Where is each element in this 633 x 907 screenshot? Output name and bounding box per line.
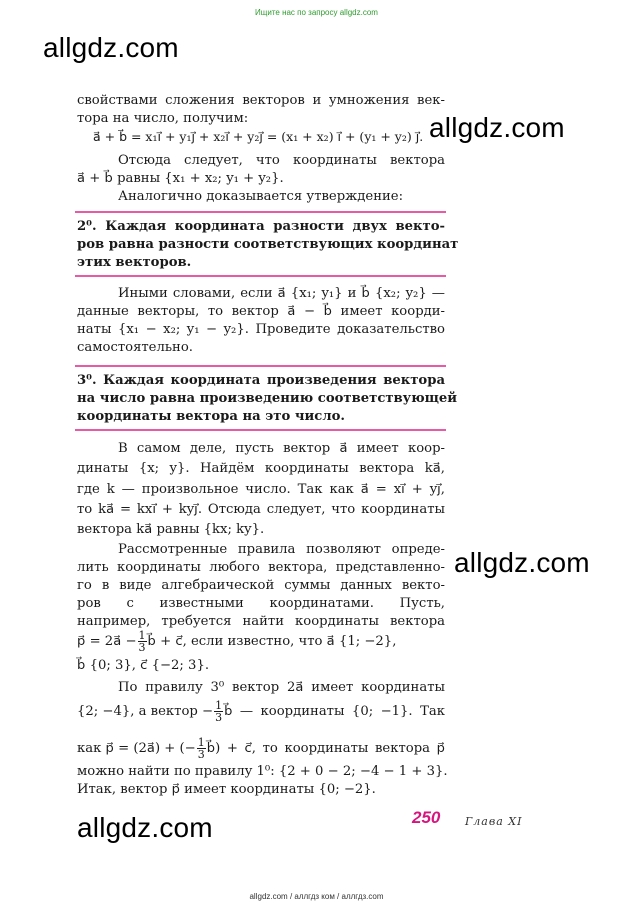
chapter-label: Глава XI bbox=[465, 815, 523, 828]
formula-sum: a⃗ + b⃗ = x₁i⃗ + y₁j⃗ + x₂i⃗ + y₂j⃗ = (x₁ + x₂) i⃗ + (y₁ + y₂) j⃗. bbox=[93, 129, 424, 144]
text-line: По правилу 3⁰ вектор 2a⃗ имеет координаты bbox=[118, 680, 445, 695]
text-line: Рассмотренные правила позволяют опреде- bbox=[118, 542, 445, 557]
fraction-one-third: $\frac{1}{3}$ bbox=[197, 736, 205, 761]
rule-divider bbox=[75, 275, 446, 277]
rule2-statement: ров равна разности соответствующих координат bbox=[77, 237, 459, 252]
text-line: Иными словами, если a⃗ {x₁; y₁} и b⃗ {x₂; y₂} — bbox=[118, 286, 445, 301]
text-line: самостоятельно. bbox=[77, 340, 193, 355]
text-line: b⃗ {0; 3}, c⃗ {−2; 3}. bbox=[77, 658, 210, 673]
formula-part: как p⃗ = (2a⃗) + (− bbox=[77, 740, 196, 756]
text-line: то ka⃗ = kxi⃗ + kyj⃗. Отсюда следует, что координаты bbox=[77, 502, 445, 517]
watermark-mid-right: allgdz.com bbox=[454, 547, 590, 578]
formula-part: p⃗ = 2a⃗ − bbox=[77, 633, 137, 649]
rule3-statement: на число равна произведению соответствующей bbox=[77, 391, 458, 406]
text-line: ров с известными координатами. Пусть, bbox=[77, 596, 445, 611]
formula-part: {2; −4}, а вектор − bbox=[77, 703, 214, 719]
watermark-bottom-left: allgdz.com bbox=[77, 812, 213, 843]
text-line: В самом деле, пусть вектор a⃗ имеет коор- bbox=[118, 441, 445, 456]
text-line: например, требуется найти координаты вектора bbox=[77, 614, 445, 629]
rule-divider bbox=[75, 429, 446, 431]
text-line: го в виде алгебраической суммы данных векто- bbox=[77, 578, 445, 593]
page-number: 250 bbox=[412, 808, 441, 827]
text-line bbox=[77, 700, 445, 723]
rule3-statement: координаты вектора на это число. bbox=[77, 409, 346, 424]
text-line: Итак, вектор p⃗ имеет координаты {0; −2}. bbox=[77, 782, 376, 797]
formula-p-line bbox=[77, 630, 445, 653]
footer-links[interactable]: allgdz.com / аллгдз ком / аллгдз.com bbox=[249, 892, 384, 901]
fraction-one-third: $\frac{1}{3}$ bbox=[215, 699, 223, 724]
watermark-top-left: allgdz.com bbox=[43, 32, 179, 63]
text-line: вектора ka⃗ равны {kx; ky}. bbox=[77, 522, 265, 537]
rule3-statement: 3⁰. Каждая координата произведения вектора bbox=[77, 373, 445, 388]
rule2-statement: этих векторов. bbox=[77, 255, 192, 270]
text-line: где k — произвольное число. Так как a⃗ = xi⃗ + yj⃗, bbox=[77, 482, 445, 497]
watermark-top-right: allgdz.com bbox=[429, 112, 565, 143]
text-line: свойствами сложения векторов и умножения век- bbox=[77, 93, 445, 108]
formula-part: b⃗ + c⃗, если известно, что a⃗ {1; −2}, bbox=[147, 633, 397, 649]
text-line: наты {x₁ − x₂; y₁ − y₂}. Проведите доказательство bbox=[77, 322, 445, 337]
formula-part: b⃗) + c⃗, то координаты вектора p⃗ bbox=[206, 740, 445, 756]
rule2-statement: 2⁰. Каждая координата разности двух векто- bbox=[77, 219, 445, 234]
header-site-link[interactable]: Ищите нас по запросу allgdz.com bbox=[255, 8, 378, 17]
text-line: Аналогично доказывается утверждение: bbox=[118, 189, 404, 204]
text-line: можно найти по правилу 1⁰: {2 + 0 − 2; −4 − 1 + 3}. bbox=[77, 764, 448, 779]
text-line bbox=[77, 737, 445, 760]
text-line: данные векторы, то вектор a⃗ − b⃗ имеет коорди- bbox=[77, 304, 445, 319]
formula-part: b⃗ — координаты {0; −1}. Так bbox=[224, 703, 445, 719]
text-line: динаты {x; y}. Найдём координаты вектора ka⃗, bbox=[77, 461, 445, 476]
text-line: тора на число, получим: bbox=[77, 111, 249, 126]
rule-divider bbox=[75, 365, 446, 367]
text-line: a⃗ + b⃗ равны {x₁ + x₂; y₁ + y₂}. bbox=[77, 171, 284, 186]
rule-divider bbox=[75, 211, 446, 213]
text-line: Отсюда следует, что координаты вектора bbox=[118, 153, 445, 168]
fraction-one-third: $\frac{1}{3}$ bbox=[138, 629, 146, 654]
text-line: лить координаты любого вектора, представленно- bbox=[77, 560, 445, 575]
